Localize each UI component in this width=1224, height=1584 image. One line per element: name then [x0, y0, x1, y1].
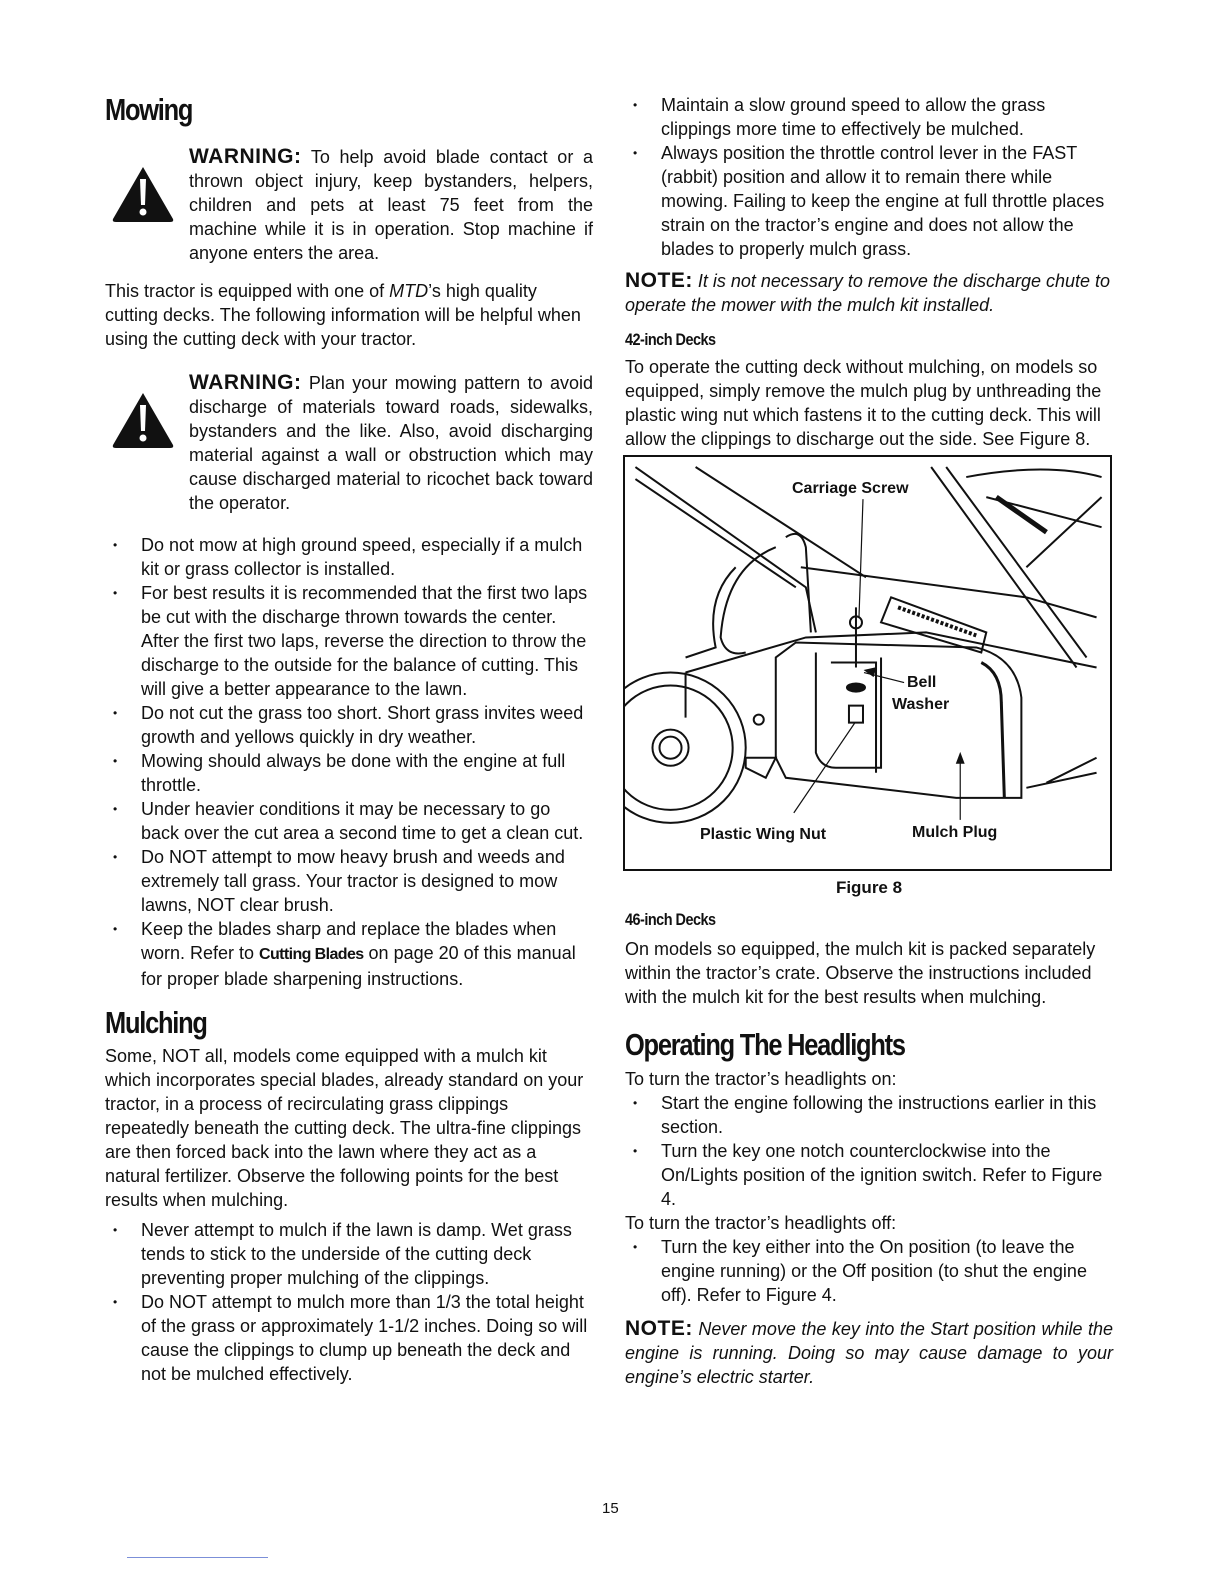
bullet: •: [633, 98, 638, 112]
bullet-text: Do NOT attempt to mow heavy brush and weeds and extremely tall grass. Your tractor is designed to mow lawns, NOT clear brush.: [141, 847, 565, 915]
label-carriage-screw: Carriage Screw: [792, 480, 909, 497]
right-column: [625, 93, 1113, 1389]
mowing-bullets: [105, 533, 593, 991]
headlights-heading: Operating The Headlights: [625, 1027, 905, 1062]
bullet-text: Never attempt to mulch if the lawn is damp. Wet grass tends to stick to the underside of the cutting deck preventing proper mulching of the clippings.: [141, 1220, 572, 1288]
list-item: [625, 93, 1113, 141]
bullet: •: [113, 850, 118, 864]
list-item: [105, 1290, 593, 1386]
list-item: [105, 581, 593, 701]
list-item: [625, 1235, 1113, 1307]
list-item: [105, 797, 593, 845]
deck42-paragraph: To operate the cutting deck without mulching, on models so equipped, simply remove the mulch plug by unthreading the plastic wing nut which fastens it to the cutting deck. This will allow the clippings to discharge out the side. See Figure 8.: [625, 357, 1102, 449]
mowing-intro: [105, 279, 593, 351]
list-item: [105, 917, 593, 991]
brand-name: MTD: [389, 281, 429, 301]
list-item: [105, 1218, 593, 1290]
list-item: [105, 845, 593, 917]
bullet-text: Mowing should always be done with the engine at full throttle.: [141, 751, 566, 795]
deck46-paragraph: On models so equipped, the mulch kit is packed separately within the tractor’s crate. Observe the instructions included with the mulch kit for the best results when mulching.: [625, 939, 1096, 1007]
bullet: •: [113, 706, 118, 720]
intro-text-cont: ’s high quality cutting decks. The following information will be helpful when using the cutting deck with your tractor.: [105, 281, 581, 349]
bullet: •: [113, 802, 118, 816]
mulching-heading: Mulching: [105, 1005, 207, 1040]
label-bell: Bell: [907, 674, 937, 691]
bullet-text: Maintain a slow ground speed to allow the grass clippings more time to effectively be mulched.: [661, 95, 1046, 139]
bullet-text-cont: on page 20 of this manual for proper blade sharpening instructions.: [141, 943, 576, 989]
bullet-text: Turn the key either into the On position (to leave the engine running) or the Off position (to shut the engine off). Refer to Figure 4.: [661, 1237, 1087, 1305]
headlights-on-intro: To turn the tractor’s headlights on:: [625, 1069, 897, 1089]
headlights-off-intro: To turn the tractor’s headlights off:: [625, 1213, 897, 1233]
bullet: •: [633, 1144, 638, 1158]
warning-text: Plan your mowing pattern to avoid discharge of materials toward roads, sidewalks, bystanders and the like. Also, avoid discharging material against a wall or obstruction which may cause discharged material to ricochet back toward the operator.: [189, 373, 593, 513]
bullet: •: [633, 146, 638, 160]
mulch-tips-bullets: [625, 93, 1113, 261]
headlights-off-bullets: [625, 1235, 1113, 1307]
bullet: •: [633, 1096, 638, 1110]
headlights-on-bullets: [625, 1091, 1113, 1211]
note-text: Never move the key into the Start position while the engine is running. Doing so may cause damage to your engine’s electric starter.: [625, 1319, 1113, 1387]
note-label: NOTE:: [625, 269, 693, 292]
bullet-text: Do NOT attempt to mulch more than 1/3 the total height of the grass or approximately 1-1/2 inches. Doing so will cause the clippings to clump up beneath the deck and not be mulched effectively.: [141, 1292, 588, 1384]
bullet-text: Always position the throttle control lever in the FAST (rabbit) position and allow it to remain there while mowing. Failing to keep the engine at full throttle places strain on the tractor’s engine and does not allow the blades to properly mulch grass.: [661, 143, 1105, 259]
note-start-position: [625, 1317, 1113, 1389]
bullet-text: For best results it is recommended that the first two laps be cut with the discharge thrown towards the center. After the first two laps, reverse the direction to throw the discharge to the outside for the balance of cutting. This will give a better appearance to the lawn.: [141, 583, 588, 699]
label-plastic-wing-nut: Plastic Wing Nut: [700, 826, 827, 843]
warning-label: WARNING:: [189, 371, 302, 394]
figure-8-mulch-plug-diagram: [623, 455, 1112, 871]
label-washer: Washer: [892, 696, 950, 713]
list-item: [625, 1139, 1113, 1211]
deck42-heading: 42-inch Decks: [625, 330, 716, 349]
footer-rule: [127, 1557, 268, 1558]
list-item: [625, 141, 1113, 261]
bullet-text: Under heavier conditions it may be necessary to go back over the cut area a second time to get a clean cut.: [141, 799, 584, 843]
bullet-text: Keep the blades sharp and replace the blades when worn. Refer to: [141, 919, 557, 963]
warning-bystanders: [105, 145, 593, 265]
label-mulch-plug: Mulch Plug: [912, 824, 998, 841]
bullet-text: Do not cut the grass too short. Short grass invites weed growth and yellows quickly in dry weather.: [141, 703, 584, 747]
figure-caption: Figure 8: [835, 878, 903, 897]
mower-deck-illustration: [625, 457, 1109, 868]
bullet-text: Do not mow at high ground speed, especially if a mulch kit or grass collector is installed.: [141, 535, 583, 579]
list-item: [105, 749, 593, 797]
bullet: •: [113, 586, 118, 600]
note-text: It is not necessary to remove the discharge chute to operate the mower with the mulch kit installed.: [625, 271, 1111, 315]
warning-label: WARNING:: [189, 145, 302, 168]
intro-text: This tractor is equipped with one of: [105, 281, 390, 301]
bullet: •: [113, 1223, 118, 1237]
bullet: •: [113, 1295, 118, 1309]
note-label: NOTE:: [625, 1317, 693, 1340]
bullet-text: Turn the key one notch counterclockwise into the On/Lights position of the ignition switch. Refer to Figure 4.: [661, 1141, 1103, 1209]
warning-text: To help avoid blade contact or a thrown object injury, keep bystanders, helpers, children and pets at least 75 feet from the machine while it is in operation. Stop machine if anyone enters the area.: [189, 147, 593, 263]
bullet: •: [113, 538, 118, 552]
page-number: 15: [602, 1500, 619, 1517]
warning-triangle-icon: [111, 165, 175, 223]
list-item: [105, 533, 593, 581]
mowing-heading: Mowing: [105, 92, 193, 127]
list-item: [105, 701, 593, 749]
bullet: •: [633, 1240, 638, 1254]
warning-triangle-icon: [111, 391, 175, 449]
bullet: •: [113, 754, 118, 768]
warning-discharge: [105, 371, 593, 515]
mulching-paragraph: Some, NOT all, models come equipped with a mulch kit which incorporates special blades, already standard on your tractor, in a process of recirculating grass clippings repeatedly beneath the cutting deck. The ultra-fine clippings are then forced back into the lawn where they act as a natural fertilizer. Observe the following points for the best results when mulching.: [105, 1046, 584, 1210]
cutting-blades-reference: Cutting Blades: [259, 946, 364, 963]
list-item: [625, 1091, 1113, 1139]
deck46-heading: 46-inch Decks: [625, 910, 716, 929]
left-column: [105, 92, 593, 1386]
mulching-bullets: [105, 1218, 593, 1386]
bullet-text: Start the engine following the instructions earlier in this section.: [661, 1093, 1097, 1137]
bullet: •: [113, 922, 118, 936]
note-discharge-chute: [625, 269, 1113, 317]
